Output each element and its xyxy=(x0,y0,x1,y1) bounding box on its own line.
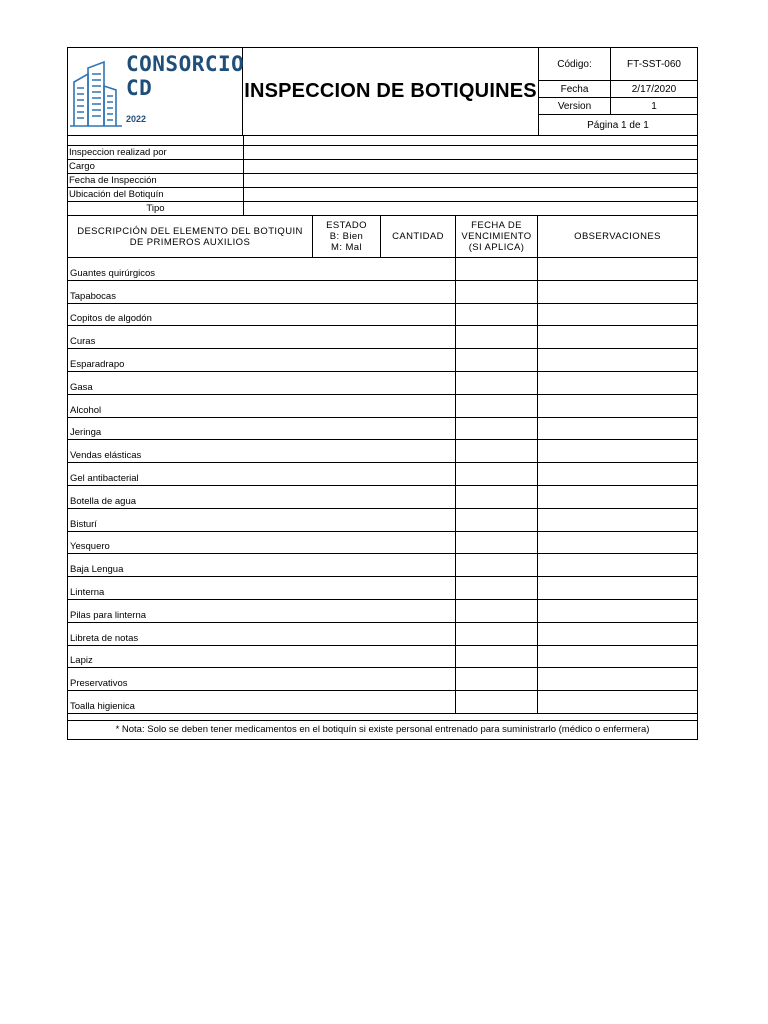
column-divider xyxy=(537,372,538,394)
estado-bien: B: Bien xyxy=(329,231,364,242)
info-row-inspector[interactable] xyxy=(68,146,697,160)
table-row[interactable] xyxy=(68,600,697,623)
column-divider xyxy=(537,486,538,508)
meta-fecha xyxy=(539,81,697,98)
column-divider xyxy=(537,691,538,713)
logo-year: 2022 xyxy=(126,114,147,124)
info-label-tipo: Tipo xyxy=(146,203,165,214)
column-divider xyxy=(537,463,538,485)
item-label: Vendas elásticas xyxy=(70,450,142,462)
column-header-fecha-vencimiento: FECHA DE VENCIMIENTO (SI APLICA) xyxy=(456,216,538,257)
items-table-body xyxy=(67,258,698,714)
column-divider xyxy=(537,304,538,326)
column-header-observaciones: OBSERVACIONES xyxy=(574,231,661,242)
column-divider xyxy=(455,281,456,303)
version-value: 1 xyxy=(651,100,657,112)
estado-title: ESTADO xyxy=(326,220,367,231)
item-label: Gasa xyxy=(70,381,93,393)
table-row[interactable] xyxy=(68,281,697,304)
column-header-cantidad: CANTIDAD xyxy=(381,216,456,257)
item-label: Baja Lengua xyxy=(70,564,124,576)
item-label: Jeringa xyxy=(70,427,102,439)
item-label: Copitos de algodón xyxy=(70,313,152,325)
meta-version xyxy=(539,98,697,115)
item-label: Botella de agua xyxy=(70,495,137,507)
table-header xyxy=(67,216,698,258)
footer-note: * Nota: Solo se deben tener medicamentos en el botiquín si existe personal entrenado para suministrarlo (médico o enfermera) xyxy=(115,724,650,736)
info-row-ubicacion[interactable] xyxy=(68,188,697,202)
column-divider xyxy=(537,554,538,576)
item-label: Alcohol xyxy=(70,404,102,416)
table-row[interactable] xyxy=(68,668,697,691)
column-divider xyxy=(455,349,456,371)
table-row[interactable] xyxy=(68,349,697,372)
table-row[interactable] xyxy=(68,509,697,532)
logo-wordmark xyxy=(126,52,244,100)
column-header-descripcion: DESCRIPCIÓN DEL ELEMENTO DEL BOTIQUIN DE PRIMEROS AUXILIOS xyxy=(68,216,313,257)
version-label: Version xyxy=(539,98,611,114)
table-row[interactable] xyxy=(68,554,697,577)
table-row[interactable] xyxy=(68,372,697,395)
column-divider xyxy=(537,509,538,531)
table-row[interactable] xyxy=(68,691,697,714)
table-row[interactable] xyxy=(68,395,697,418)
meta-codigo xyxy=(539,48,697,81)
info-section xyxy=(67,136,698,216)
column-divider xyxy=(455,486,456,508)
table-row[interactable] xyxy=(68,532,697,555)
form-header xyxy=(67,47,698,136)
info-row-cargo[interactable] xyxy=(68,160,697,174)
info-row-tipo[interactable] xyxy=(68,202,697,216)
logo-line-1: CONSORCIO xyxy=(126,52,245,76)
item-label: Guantes quirúrgicos xyxy=(70,267,156,279)
column-divider xyxy=(455,440,456,462)
column-divider xyxy=(537,349,538,371)
inspection-form xyxy=(67,47,698,740)
column-divider xyxy=(455,623,456,645)
column-divider xyxy=(537,668,538,690)
column-divider xyxy=(455,372,456,394)
column-divider xyxy=(537,440,538,462)
column-divider xyxy=(455,418,456,440)
column-divider xyxy=(455,646,456,668)
column-divider xyxy=(537,577,538,599)
item-label: Gel antibacterial xyxy=(70,472,139,484)
fecha-value: 2/17/2020 xyxy=(631,83,677,95)
info-label-ubicacion: Ubicación del Botiquín xyxy=(69,189,164,200)
column-divider xyxy=(537,600,538,622)
item-label: Lapiz xyxy=(70,655,93,667)
form-footer xyxy=(67,714,698,740)
item-label: Preservativos xyxy=(70,678,128,690)
column-divider xyxy=(455,577,456,599)
table-row[interactable] xyxy=(68,304,697,327)
column-divider xyxy=(537,623,538,645)
column-divider xyxy=(455,554,456,576)
column-divider xyxy=(537,258,538,280)
column-divider xyxy=(455,326,456,348)
item-label: Esparadrapo xyxy=(70,358,125,370)
table-row[interactable] xyxy=(68,440,697,463)
item-label: Libreta de notas xyxy=(70,632,139,644)
column-divider xyxy=(537,418,538,440)
logo-line-2: CD xyxy=(126,76,153,100)
page-title: INSPECCION DE BOTIQUINES xyxy=(244,80,537,102)
info-spacer-row xyxy=(68,136,697,146)
info-label-fecha: Fecha de Inspección xyxy=(69,175,157,186)
info-row-fecha[interactable] xyxy=(68,174,697,188)
column-divider xyxy=(455,304,456,326)
fecha-label: Fecha xyxy=(539,81,611,97)
item-label: Toalla higienica xyxy=(70,700,135,712)
column-divider xyxy=(455,600,456,622)
column-divider xyxy=(455,532,456,554)
column-divider xyxy=(537,532,538,554)
column-divider xyxy=(455,463,456,485)
title-cell xyxy=(243,48,539,135)
column-header-estado xyxy=(313,216,381,257)
table-row[interactable] xyxy=(68,577,697,600)
codigo-label: Código: xyxy=(539,48,611,80)
column-divider xyxy=(537,395,538,417)
info-label-cargo: Cargo xyxy=(69,161,95,172)
footer-spacer xyxy=(68,714,697,721)
column-divider xyxy=(455,691,456,713)
column-divider xyxy=(455,509,456,531)
column-divider xyxy=(537,646,538,668)
codigo-value: FT-SST-060 xyxy=(627,58,681,70)
item-label: Linterna xyxy=(70,586,105,598)
item-label: Curas xyxy=(70,336,96,348)
table-row[interactable] xyxy=(68,623,697,646)
column-divider xyxy=(537,326,538,348)
company-logo xyxy=(68,48,243,135)
table-row[interactable] xyxy=(68,463,697,486)
table-row[interactable] xyxy=(68,258,697,281)
estado-mal: M: Mal xyxy=(331,242,362,253)
column-divider xyxy=(455,395,456,417)
table-row[interactable] xyxy=(68,418,697,441)
buildings-icon xyxy=(70,60,126,130)
item-label: Yesquero xyxy=(70,541,110,553)
table-row[interactable] xyxy=(68,646,697,669)
column-divider xyxy=(455,258,456,280)
document-meta xyxy=(539,48,697,135)
meta-pagina: Página 1 de 1 xyxy=(587,119,649,131)
table-row[interactable] xyxy=(68,486,697,509)
item-label: Tapabocas xyxy=(70,290,116,302)
item-label: Bisturí xyxy=(70,518,97,530)
info-label-inspector: Inspeccion realizad por xyxy=(69,147,167,158)
column-divider xyxy=(455,668,456,690)
column-divider xyxy=(537,281,538,303)
table-row[interactable] xyxy=(68,326,697,349)
item-label: Pilas para linterna xyxy=(70,609,147,621)
